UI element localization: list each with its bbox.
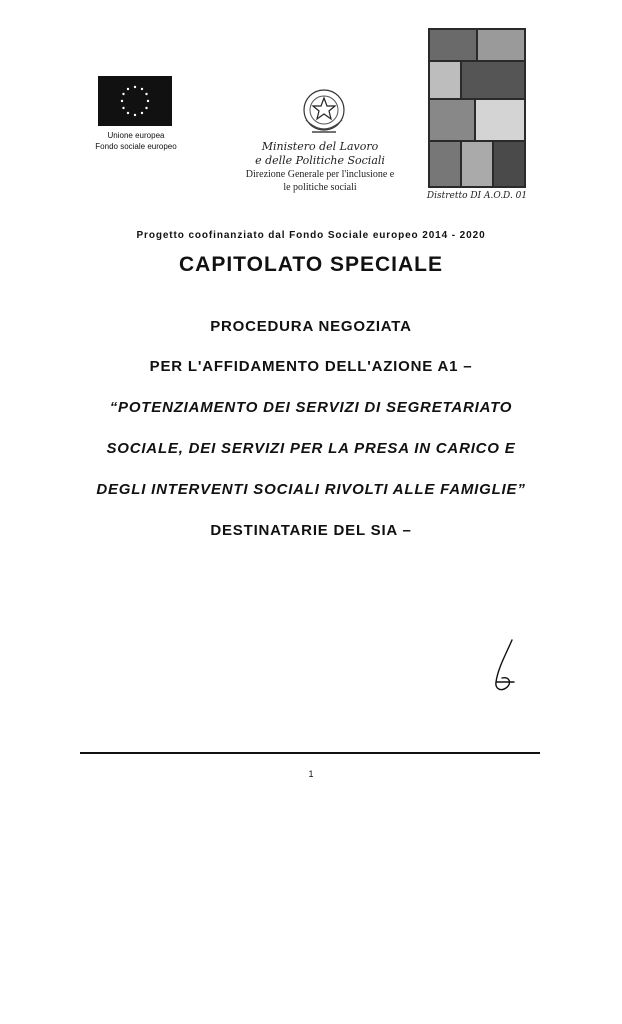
eu-flag-logo: [98, 76, 172, 126]
footer-divider: [80, 752, 540, 754]
assignment-line: PER L'AFFIDAMENTO DELL'AZIONE A1 –: [149, 358, 473, 375]
action-title-line3: DEGLI INTERVENTI SOCIALI RIVOLTI ALLE FAMIGLIE”: [96, 481, 526, 498]
ministry-name-line2: e delle Politiche Sociali: [255, 154, 385, 167]
action-title-line2: SOCIALE, DEI SERVIZI PER LA PRESA IN CARICO E: [106, 440, 516, 457]
district-photo-collage: [428, 28, 526, 188]
ministry-sub-line1: Direzione Generale per l'inclusione e: [245, 169, 395, 180]
ministry-sub-line2: le politiche sociali: [283, 182, 357, 193]
ministry-name-line1: Ministero del Lavoro: [261, 140, 379, 153]
ministry-block: [225, 140, 415, 194]
handwritten-initial-signature: [488, 636, 528, 696]
eu-caption-line2: Fondo sociale europeo: [95, 142, 177, 151]
recipients-line: DESTINATARIE DEL SIA –: [210, 522, 412, 539]
italian-republic-emblem-icon: [298, 84, 350, 140]
page-number: 1: [308, 769, 314, 779]
eu-caption-line1: Unione europea: [107, 131, 165, 140]
district-caption: Distretto DI A.O.D. 01: [426, 191, 528, 201]
procedure-line: PROCEDURA NEGOZIATA: [210, 318, 412, 335]
eu-stars-icon: [98, 76, 172, 126]
cofinancing-line: Progetto coofinanziato dal Fondo Sociale europeo 2014 - 2020: [136, 230, 486, 241]
eu-caption: [84, 130, 188, 152]
action-title-line1: “POTENZIAMENTO DEI SERVIZI DI SEGRETARIATO: [109, 399, 513, 416]
document-title: CAPITOLATO SPECIALE: [178, 253, 444, 276]
